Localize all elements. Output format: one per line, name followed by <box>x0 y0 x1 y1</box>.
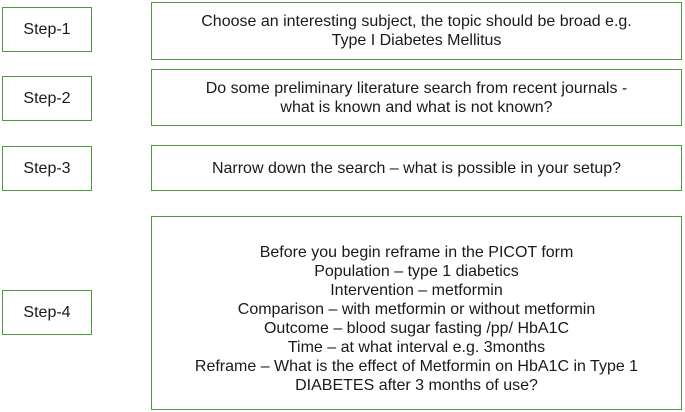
step-3-content-box <box>151 145 682 191</box>
step-4-content-box <box>151 216 682 410</box>
step-1-label-box <box>2 7 92 52</box>
step-1-label: Step-1 <box>23 20 71 38</box>
step-2-label: Step-2 <box>23 89 71 107</box>
step-4-line-7: Reframe – What is the effect of Metformin on HbA1C in Type 1 <box>194 358 639 375</box>
step-4-line-1: Before you begin reframe in the PICOT form <box>259 244 574 261</box>
step-3-label: Step-3 <box>23 159 71 177</box>
step-2-label-box <box>2 76 92 121</box>
step-2-line-1: Do some preliminary literature search from recent journals - <box>205 79 628 97</box>
step-4-line-6: Time – at what interval e.g. 3months <box>287 339 546 356</box>
step-4-line-3: Intervention – metformin <box>330 282 503 299</box>
step-4-line-2: Population – type 1 diabetics <box>314 263 519 280</box>
step-4-label: Step-4 <box>23 303 71 321</box>
step-1-line-1: Choose an interesting subject, the topic should be broad e.g. <box>201 13 632 30</box>
step-3-label-box <box>2 146 92 191</box>
step-1-content-box <box>151 2 682 60</box>
step-2-content-box <box>151 69 682 126</box>
step-4-line-4: Comparison – with metformin or without metformin <box>237 301 596 318</box>
step-3-line-1: Narrow down the search – what is possible in your setup? <box>211 159 622 177</box>
step-4-line-5: Outcome – blood sugar fasting /pp/ HbA1C <box>263 320 570 337</box>
step-4-label-box <box>2 290 92 335</box>
step-1-line-2: Type I Diabetes Mellitus <box>331 32 502 49</box>
step-4-line-8: DIABETES after 3 months of use? <box>295 377 538 394</box>
step-2-line-2: what is known and what is not known? <box>280 98 553 116</box>
